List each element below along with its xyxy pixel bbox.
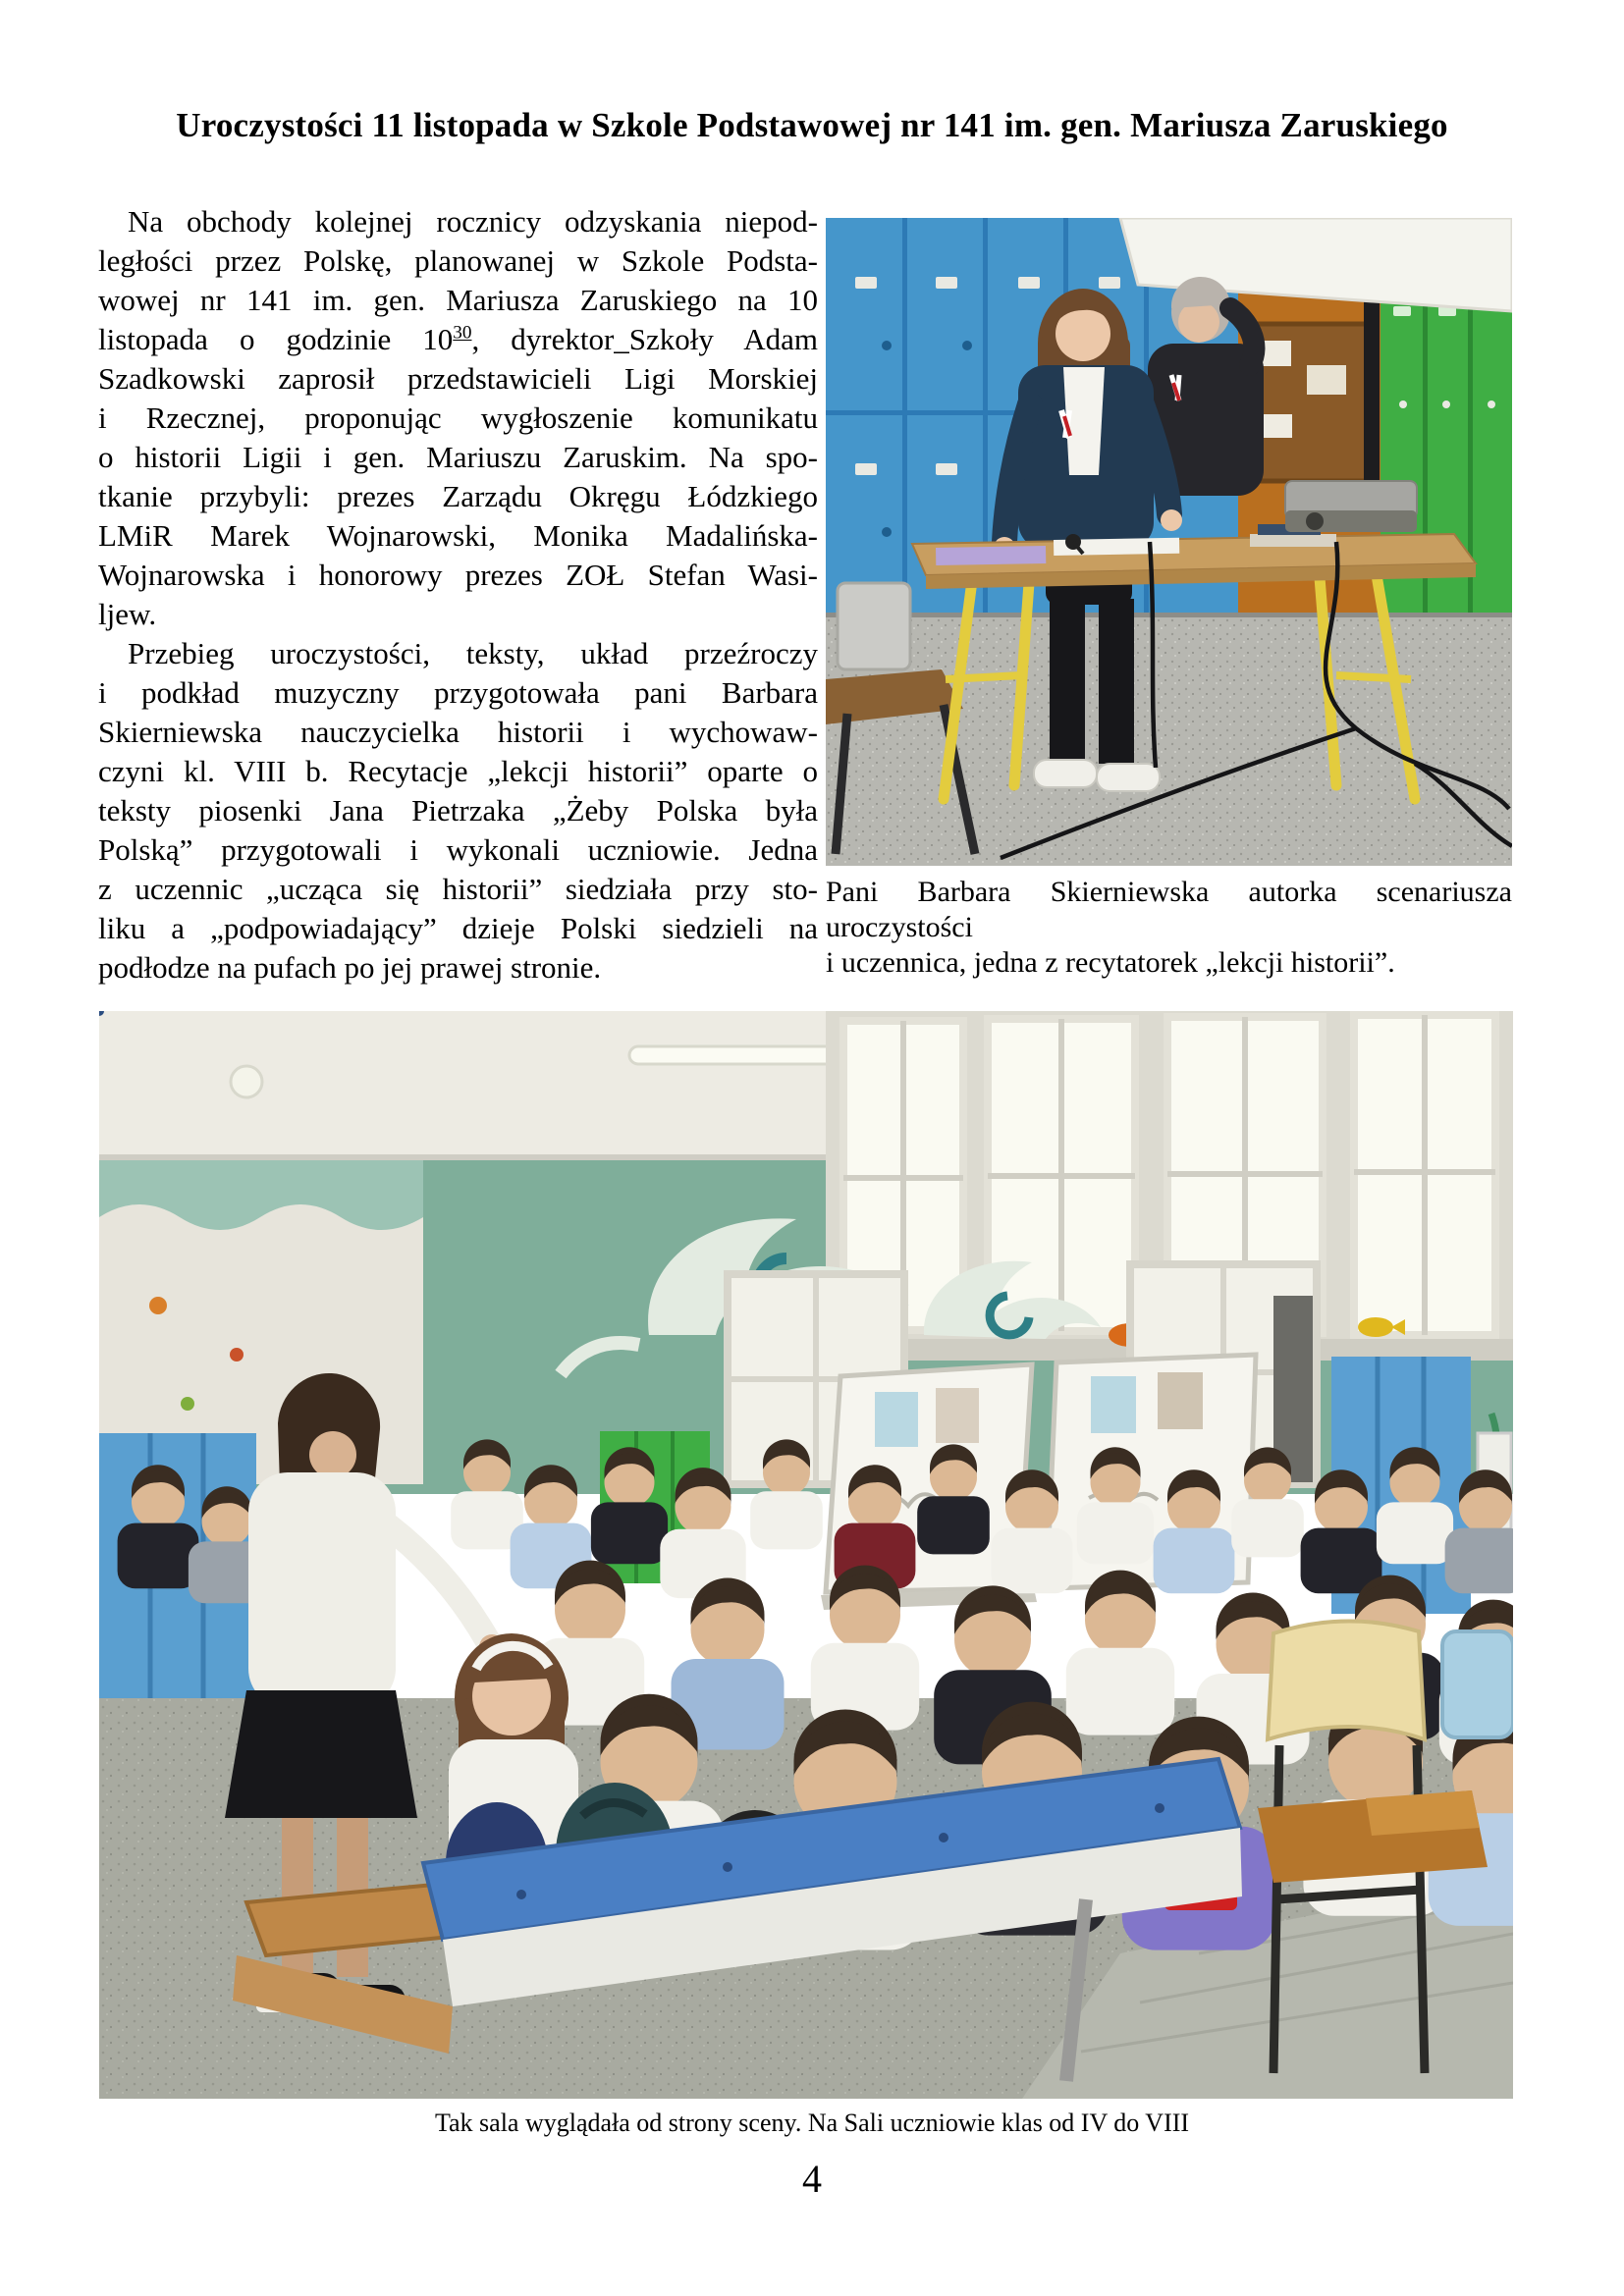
- body-line: o historii Ligii i gen. Mariuszu Zaruskim. Na spo-: [98, 440, 818, 474]
- waste-bin-icon: [838, 583, 910, 669]
- ceremony-photo-art: [826, 218, 1512, 866]
- body-line: i podkład muzyczny przygotowała pani Barbara: [98, 675, 818, 710]
- body-line: Polską” przygotowali i wykonali uczniowie. Jedna: [98, 832, 818, 867]
- body-line: liku a „podpowiadający” dzieje Polski siedzieli na: [98, 911, 818, 945]
- hall-photo-art: [99, 1011, 1513, 2099]
- caption-line: Pani Barbara Skierniewska autorka scenariusza uroczystości: [826, 876, 1512, 943]
- body-line: Wojnarowska i honorowy prezes ZOŁ Stefan Wasi-: [98, 558, 818, 592]
- page-title: Uroczystości 11 listopada w Szkole Podstawowej nr 141 im. gen. Mariusza Zaruskiego: [176, 106, 1448, 144]
- hall-photo-caption: Tak sala wyglądała od strony sceny. Na Sali uczniowie klas od IV do VIII: [434, 2109, 1190, 2137]
- body-line: Szadkowski zaprosił przedstawicieli Ligi Morskiej: [98, 361, 818, 396]
- body-line: podłodze na pufach po jej prawej stronie.: [98, 950, 602, 985]
- body-line: LMiR Marek Wojnarowski, Monika Madalińska-: [98, 518, 818, 553]
- body-line: teksty piosenki Jana Pietrzaka „Żeby Polska była: [98, 793, 818, 828]
- ceremony-photo: [826, 218, 1512, 866]
- page-number: 4: [802, 2157, 822, 2201]
- lockers-green-icon: [1380, 257, 1512, 669]
- body-line: czyni kl. VIII b. Recytacje „lekcji historii” oparte o: [98, 754, 818, 788]
- caption-line: i uczennica, jedna z recytatorek „lekcji historii”.: [826, 946, 1395, 979]
- body-line: listopada o godzinie $10^{30}$, dyrektor_Szkoły Adam: [98, 322, 818, 356]
- body-line: wowej nr 141 im. gen. Mariusza Zaruskiego na 10: [98, 283, 818, 317]
- body-line: Przebieg uroczystości, teksty, układ przeźroczy: [128, 636, 818, 670]
- body-line: z uczennic „ucząca się historii” siedziała przy sto-: [98, 872, 818, 906]
- body-line: Skierniewska nauczycielka historii i wychowaw-: [98, 715, 818, 749]
- projector-icon: [1285, 481, 1417, 532]
- body-line: ljew.: [98, 597, 157, 631]
- body-line: tkanie przybyli: prezes Zarządu Okręgu Łódzkiego: [98, 479, 818, 513]
- hall-photo: [99, 1011, 1513, 2099]
- ceremony-photo-caption: [826, 875, 1512, 981]
- body-line: ległości przez Polskę, planowanej w Szkole Podsta-: [98, 243, 818, 278]
- article-column: [98, 202, 818, 988]
- body-line: i Rzecznej, proponując wygłoszenie komunikatu: [98, 400, 818, 435]
- body-line: Na obchody kolejnej rocznicy odzyskania niepod-: [128, 204, 818, 239]
